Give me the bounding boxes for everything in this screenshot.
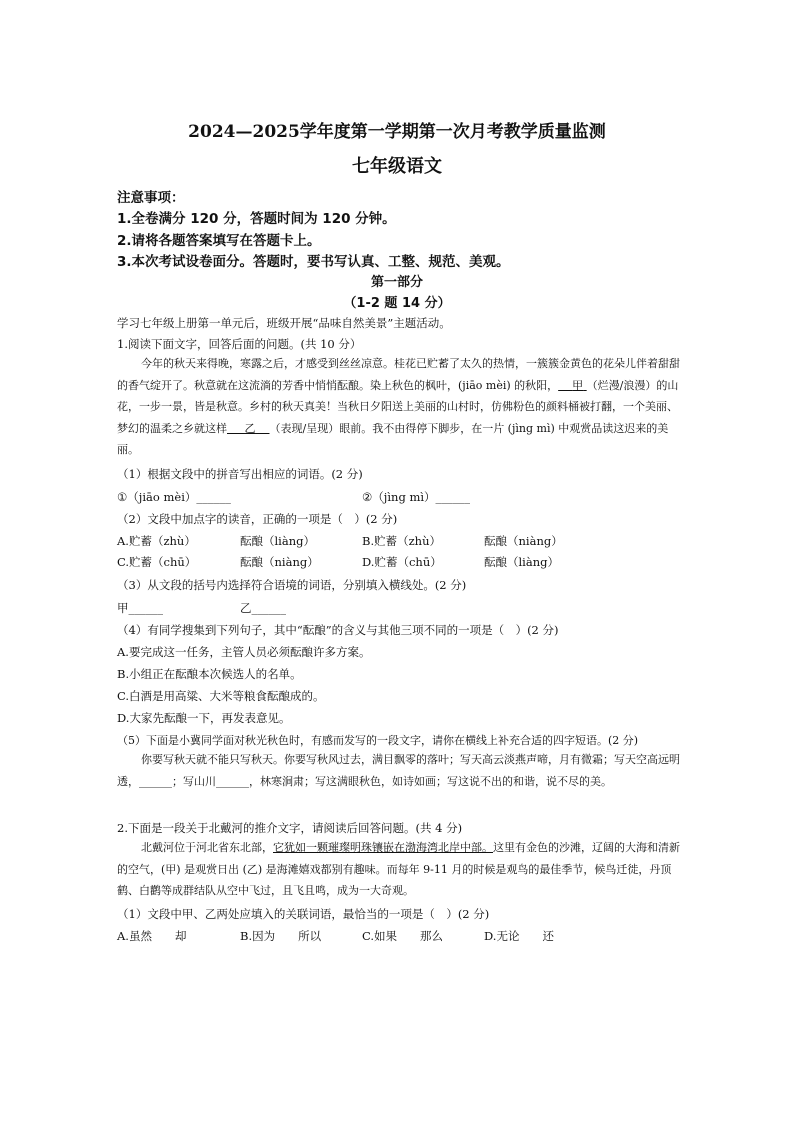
exam-title: 2024—2025学年度第一学期第一次月考教学质量监测 bbox=[188, 122, 606, 142]
q2-sub1: （1）文段中甲、乙两处应填入的关联词语，最恰当的一项是（ ）(2 分) bbox=[117, 907, 490, 921]
option: A.虽然 却 bbox=[117, 929, 187, 943]
option: B.小组正在酝酿本次候选人的名单。 bbox=[117, 667, 302, 681]
q1-sub2: （2）文段中加点字的读音，正确的一项是（ ）(2 分) bbox=[117, 512, 398, 526]
option: 酝酿（niàng） bbox=[484, 534, 563, 548]
option: C.贮蓄（chū） bbox=[117, 555, 197, 569]
option: 酝酿（liàng） bbox=[484, 555, 559, 569]
q1-passage-part: （表现/呈现）眼前。我不由得停下脚步，在一片 (jìng mì) 中观赏品读这迟来的美丽。 bbox=[117, 421, 669, 456]
notice-item: 1.全卷满分 120 分，答题时间为 120 分钟。 bbox=[117, 211, 396, 227]
notice-item: 2.请将各题答案填写在答题卡上。 bbox=[117, 233, 321, 249]
part-name: 第一部分 bbox=[370, 275, 423, 290]
q2-passage-part: 这里有金色的沙滩，辽阔的大海和清新的空气，(甲) 是观赏日出 (乙) 是海滩嬉戏都别有趣味。而每年 9-11 月的时候是观鸟的最佳季节，候鸟迁徙，丹顶鹤、白鹳等成群结队从空中飞过，且飞且鸣，成为一大奇观。 bbox=[117, 841, 680, 897]
option: 酝酿（niàng） bbox=[240, 555, 319, 569]
blank-yi-label: 乙 bbox=[244, 421, 256, 435]
option: D.大家先酝酿一下，再发表意见。 bbox=[117, 711, 291, 725]
q1-sub5-passage: 你要写秋天就不能只写秋天。你要写秋风过去，满目飘零的落叶；写天高云淡燕声啼，月有微霜；写天空高远明透，______；写山川______，林寒涧肃；写这满眼秋色，如诗如画；写这说不出的和谐，说不尽的美。 bbox=[117, 753, 680, 788]
q1-sub3-b: 乙______ bbox=[240, 601, 286, 615]
q1-passage-part: 今年的秋天来得晚，寒露之后，才感受到丝丝凉意。桂花已贮蓄了太久的热情，一簇簇金黄色的花朵儿伴着甜甜的香气绽开了。秋意就在这流淌的芳香中悄悄酝酿。染上秋色的枫叶，(jiāo mèi) 的秋阳， bbox=[117, 357, 680, 392]
option: A.贮蓄（zhù） bbox=[117, 534, 196, 548]
notice-item: 3.本次考试设卷面分。答题时，要书写认真、工整、规范、美观。 bbox=[117, 254, 510, 270]
q1-passage-part: （烂漫/浪漫）的山花，一步一景，皆是秋意。乡村的秋天真美！当秋日夕阳送上美丽的山村时，仿佛粉色的颜料桶被打翻，一个美丽、梦幻的温柔之乡就这样 bbox=[117, 378, 679, 435]
part-range: （1-2 题 14 分） bbox=[343, 296, 451, 311]
option: B.因为 所以 bbox=[240, 929, 322, 943]
q1-passage bbox=[117, 353, 687, 461]
blank-jia-label: 甲 bbox=[572, 378, 584, 392]
q1-sub5: （5）下面是小冀同学面对秋光秋色时，有感而发写的一段文字，请你在横线上补充合适的四字短语。(2 分) bbox=[117, 734, 639, 747]
q2-passage-part: 北戴河位于河北省东北部， bbox=[141, 841, 273, 854]
option: B.贮蓄（zhù） bbox=[362, 534, 441, 548]
exam-subtitle: 七年级语文 bbox=[352, 156, 442, 177]
option: 酝酿（liàng） bbox=[240, 534, 315, 548]
option: C.白酒是用高粱、大米等粮食酝酿成的。 bbox=[117, 689, 325, 703]
option: C.如果 那么 bbox=[362, 929, 444, 943]
q2-underlined-sentence: 它犹如一颗璀璨明珠镶嵌在渤海湾北岸中部。 bbox=[273, 841, 493, 854]
q1-sub3-a: 甲______ bbox=[117, 601, 163, 615]
q1-stem: 1.阅读下面文字，回答后面的问题。(共 10 分） bbox=[117, 337, 362, 351]
q1-sub4: （4）有同学搜集到下列句子，其中“酝酿”的含义与其他三项不同的一项是（ ）(2 分) bbox=[117, 623, 559, 637]
option: D.无论 还 bbox=[484, 929, 554, 943]
q2-passage bbox=[117, 837, 687, 902]
blank-yi bbox=[227, 422, 269, 435]
option: A.要完成这一任务，主管人员必须酝酿许多方案。 bbox=[117, 645, 371, 659]
q1-sub1-a: ①（jiāo mèi）______ bbox=[117, 490, 231, 504]
q1-sub3: （3）从文段的括号内选择符合语境的词语，分别填入横线处。(2 分) bbox=[117, 578, 467, 592]
q1-sub1: （1）根据文段中的拼音写出相应的词语。(2 分) bbox=[117, 467, 363, 481]
q1-sub1-b: ②（jìng mì）______ bbox=[362, 490, 471, 504]
notice-heading: 注意事项： bbox=[117, 190, 185, 206]
blank-jia bbox=[558, 379, 587, 392]
q2-stem: 2.下面是一段关于北戴河的推介文字，请阅读后回答问题。(共 4 分) bbox=[117, 821, 463, 835]
option: D.贮蓄（chū） bbox=[362, 555, 442, 569]
intro-text: 学习七年级上册第一单元后，班级开展“品味自然美景”主题活动。 bbox=[117, 316, 451, 330]
